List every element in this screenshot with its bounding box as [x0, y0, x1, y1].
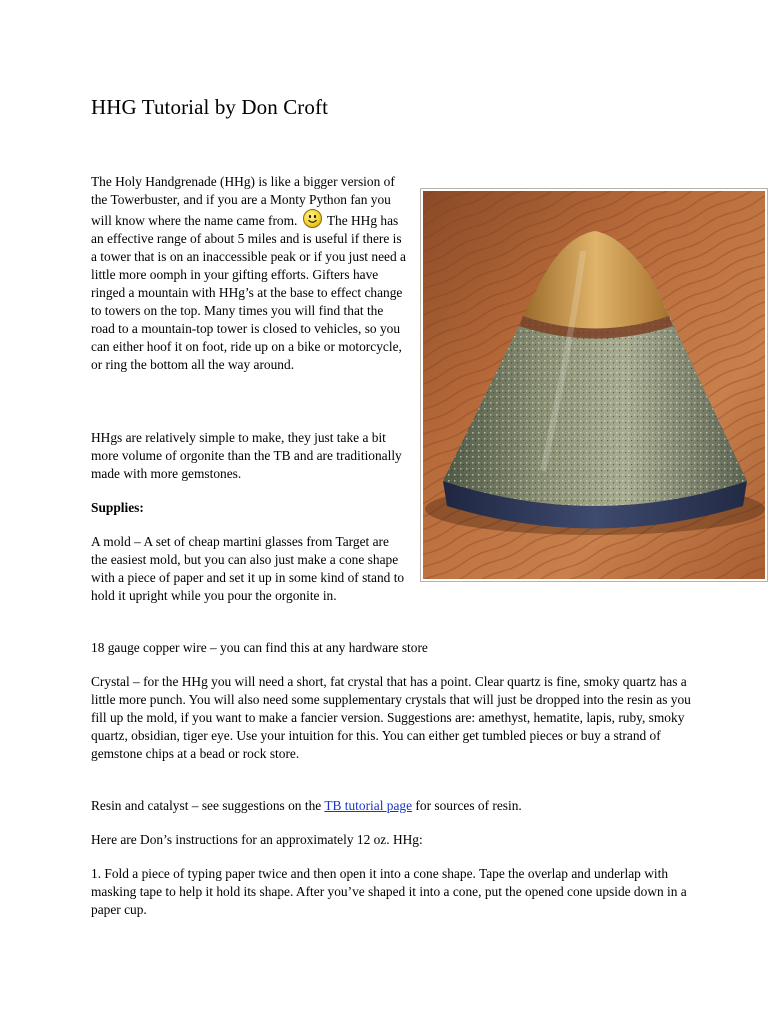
paragraph-volume: HHgs are relatively simple to make, they just take a bit more volume of orgonite than the TB and are traditionally made with more gemstones. — [91, 430, 402, 481]
intro-text-part1: The Holy Handgrenade (HHg) is like a bigger version of the Towerbuster, and if you are a Monty Python fan you will know where the name came from. — [91, 174, 395, 228]
orgonite-photo — [420, 188, 768, 582]
resin-text-before: Resin and catalyst – see suggestions on the — [91, 798, 325, 813]
resin-text-after: for sources of resin. — [412, 798, 522, 813]
intro-paragraph — [91, 173, 407, 374]
hhg-cone-image — [423, 191, 765, 579]
supply-wire: 18 gauge copper wire – you can find this at any hardware store — [91, 640, 428, 655]
supply-resin — [91, 797, 691, 815]
supply-mold: A mold – A set of cheap martini glasses from Target are the easiest mold, but you can also just make a cone shape with a piece of paper and set it up in some kind of stand to hold it upright while you pour the orgonite in. — [91, 534, 405, 603]
supply-crystal: Crystal – for the HHg you will need a short, fat crystal that has a point. Clear quartz is fine, smoky quartz has a little more punch. You will also need some supplementary crystals that will just be dropped into the resin as you fill up the mold, if you want to make a fancier version. Suggestions are: amethyst, hematite, lapis, ruby, smoky quartz, obsidian, tiger eye. Use your intuition for this. You can either get tumbled pieces or buy a strand of gemstone chips at a bead or rock store. — [91, 674, 691, 761]
smiley-face-icon — [303, 209, 322, 228]
supplies-heading: Supplies: — [91, 500, 144, 515]
instruction-step-1: 1. Fold a piece of typing paper twice and then open it into a cone shape. Tape the overlap and underlap with masking tape to help it hold its shape. After you’ve shaped it into a cone, put the opened cone upside down in a paper cup. — [91, 866, 687, 917]
intro-text-part2: The HHg has an effective range of about 5 miles and is useful if there is a tower that is on an inaccessible peak or if you just need a little more oomph in your gifting efforts. Gifters have ringed a mountain with HHg’s at the base to effect change to towers on the top. Many times you will find that the road to a mountain-top tower is closed to vehicles, so you can either hoof it on foot, ride up on a bike or motorcycle, or ring the bottom all the way around. — [91, 213, 406, 372]
instructions-intro: Here are Don’s instructions for an approximately 12 oz. HHg: — [91, 832, 423, 847]
page-title: HHG Tutorial by Don Croft — [91, 95, 329, 119]
tb-tutorial-link[interactable]: TB tutorial page — [324, 798, 413, 813]
